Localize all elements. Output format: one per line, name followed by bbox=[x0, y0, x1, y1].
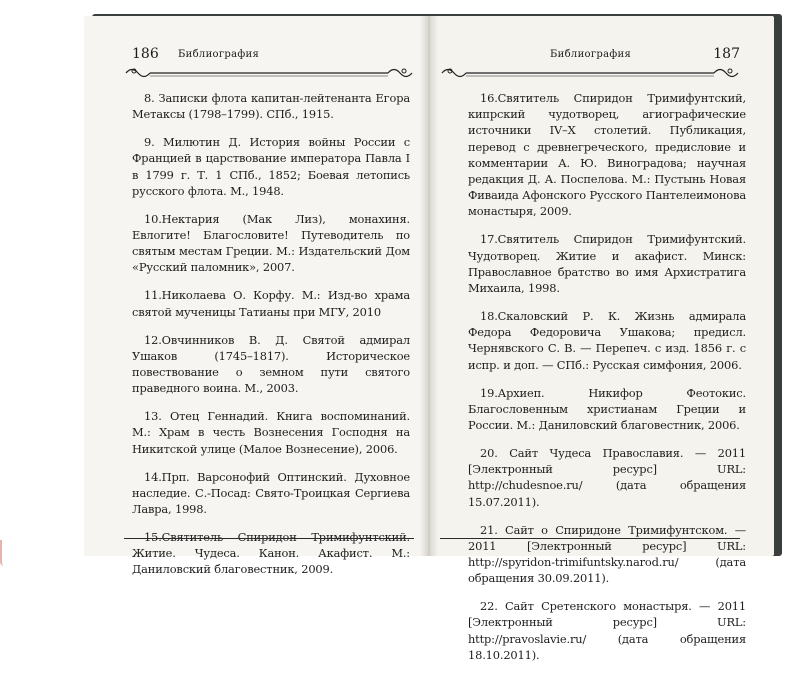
bibliography-entry: 12.Овчинников В. Д. Святой адмирал Ушаков (1745–1817). Историческое повествование о земном пути святого праведного воина. М., 2003. bbox=[132, 332, 410, 396]
bibliography-list bbox=[132, 90, 410, 589]
bibliography-entry: 21. Сайт о Спиридоне Тримифунтском. — 2011 [Электронный ресурс] URL: http://spyridon-trimifuntsky.narod.ru/ (дата обращения 30.09.2011). bbox=[468, 522, 746, 586]
footer-rule bbox=[124, 538, 414, 539]
bibliography-entry: 10.Нектария (Мак Лиз), монахиня. Евлогите! Благословите! Путеводитель по святым местам Греции. М.: Издательский Дом «Русский паломник», 2007. bbox=[132, 211, 410, 275]
bibliography-entry: 14.Прп. Варсонофий Оптинский. Духовное наследие. С.-Посад: Свято-Троицкая Сергиева Лавра, 1998. bbox=[132, 469, 410, 517]
bibliography-entry: 9. Милютин Д. История войны России с Францией в царствование императора Павла I в 1799 г. Т. 1 СПб., 1852; Боевая летопись русского флота. М., 1948. bbox=[132, 135, 410, 198]
right-page bbox=[428, 16, 774, 662]
bibliography-entry: 18.Скаловский Р. К. Жизнь адмирала Федора Федоровича Ушакова; предисл. Чернявского С. В. — Перепеч. с изд. 1856 г. с испр. и доп. — СПб.: Русская симфония, 2006. bbox=[468, 309, 746, 372]
open-book-spread bbox=[84, 16, 774, 662]
ornamental-scroll-divider-icon bbox=[124, 65, 414, 81]
page-number: 186 bbox=[132, 46, 159, 62]
bibliography-list bbox=[468, 90, 746, 675]
footer-rule bbox=[440, 538, 740, 539]
left-page bbox=[84, 16, 428, 577]
bibliography-entry: 8. Записки флота капитан-лейтенанта Егора Метаксы (1798–1799). СПб., 1915. bbox=[132, 91, 410, 122]
left-page-header bbox=[132, 44, 406, 62]
bibliography-entry: 17.Святитель Спиридон Тримифунтский. Чудотворец. Житие и акафист. Минск: Православное братство во имя Архистратига Михаила, 1998. bbox=[468, 232, 746, 296]
bibliography-entry: 20. Сайт Чудеса Православия. — 2011 [Электронный ресурс] URL: http://chudesnoe.ru/ (дата обращения 15.07.2011). bbox=[468, 446, 746, 509]
bibliography-entry: 22. Сайт Сретенского монастыря. — 2011 [Электронный ресурс] URL: http://pravoslavie.ru/ (дата обращения 18.10.2011). bbox=[468, 599, 746, 662]
scan-artifact-mark bbox=[0, 540, 12, 566]
running-title: Библиография bbox=[550, 49, 632, 60]
bibliography-entry: 11.Николаева О. Корфу. М.: Изд-во храма святой мученицы Татианы при МГУ, 2010 bbox=[132, 288, 410, 319]
ornamental-scroll-divider-icon bbox=[440, 65, 740, 81]
bibliography-entry: Житие. Чудеса. Канон. Акафист. М.: Даниловский благовестник, 2009. bbox=[132, 546, 410, 577]
right-page-header bbox=[450, 44, 740, 62]
bibliography-entry: 13. Отец Геннадий. Книга воспоминаний. М.: Храм в честь Вознесения Господня на Никитской улице (Малое Вознесение), 2006. bbox=[132, 409, 410, 456]
page-number: 187 bbox=[713, 46, 740, 62]
bibliography-entry: 16.Святитель Спиридон Тримифунтский, кипрский чудотворец, агиографические источники IV–X столетий. Публикация, перевод с древнегреческого, предисловие и комментарии А. Ю. Виноградова; научная редакция Д. А. Поспелова. М.: Пустынь Новая Фиваида Афонского Русского Пантелеимонова монастыря, 2009. bbox=[468, 91, 746, 219]
book-spine bbox=[420, 16, 438, 556]
bibliography-entry: 19.Архиеп. Никифор Феотокис. Благословенным христианам Греции и России. М.: Даниловский благовестник, 2006. bbox=[468, 385, 746, 433]
running-title: Библиография bbox=[178, 49, 260, 60]
